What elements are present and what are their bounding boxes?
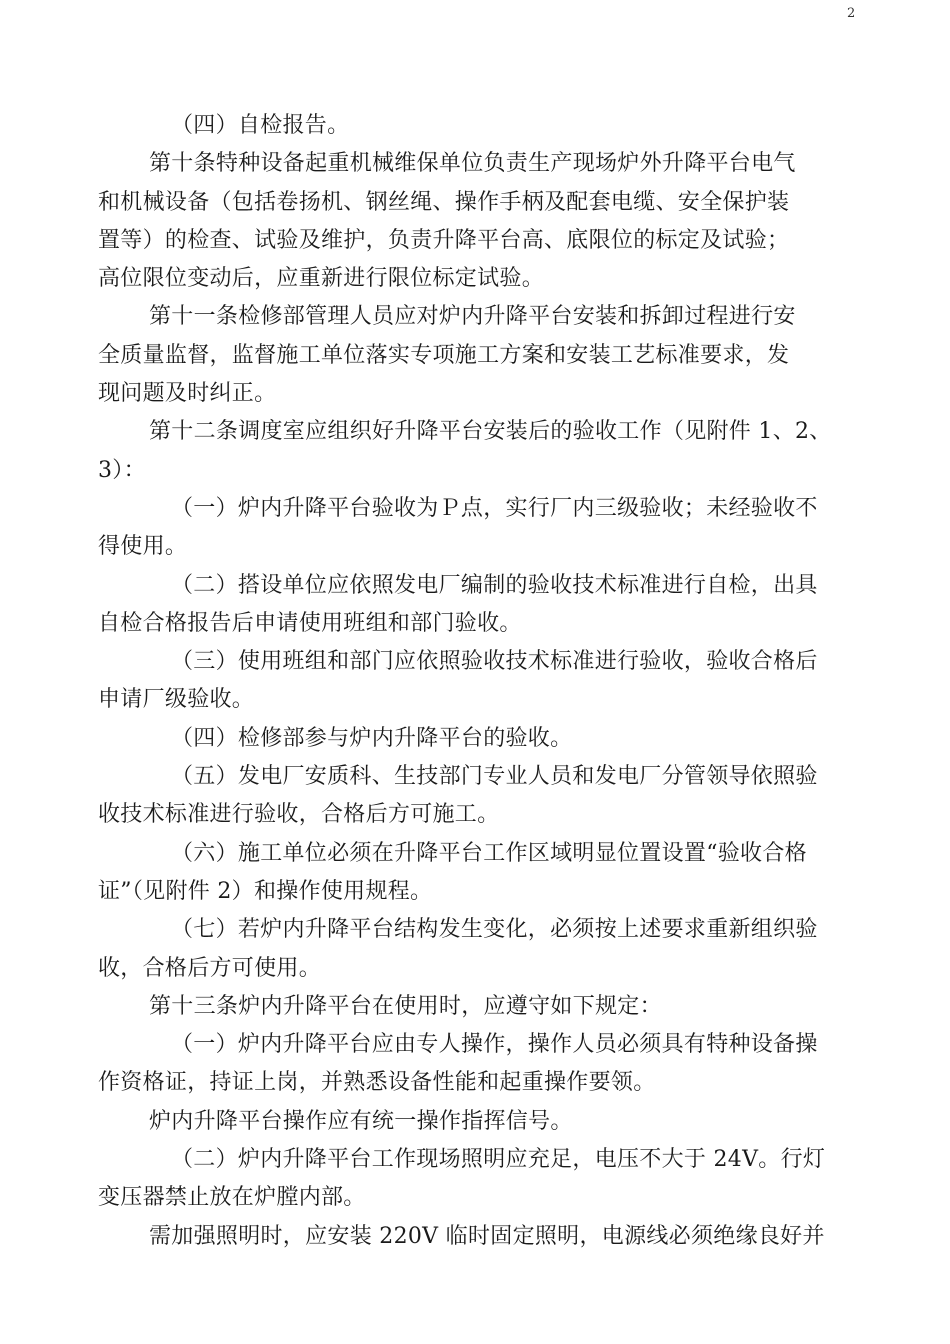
text-line: （四）自检报告。 — [171, 113, 350, 138]
text-line: 需加强照明时，应安装 220V 临时固定照明，电源线必须绝缘良好并 — [149, 1223, 825, 1249]
text-line: 第十条特种设备起重机械维保单位负责生产现场炉外升降平台电气 — [149, 151, 796, 177]
text-line: 第十一条检修部管理人员应对炉内升降平台安装和拆卸过程进行安 — [149, 304, 796, 330]
text-line: 全质量监督，监督施工单位落实专项施工方案和安装工艺标准要求，发 — [98, 342, 790, 368]
text-line: 作资格证，持证上岗，并熟悉设备性能和起重操作要领。 — [98, 1070, 656, 1096]
text-line: （二）搭设单位应依照发电厂编制的验收技术标准进行自检，出具 — [171, 572, 818, 598]
text-line: 现问题及时纠正。 — [98, 381, 277, 407]
text-line: 收，合格后方可使用。 — [98, 955, 322, 981]
text-line: （六）施工单位必须在升降平台工作区域明显位置设置“验收合格 — [171, 840, 807, 866]
text-line: 高位限位变动后，应重新进行限位标定试验。 — [98, 266, 545, 292]
text-line: （一）炉内升降平台验收为Ｐ点，实行厂内三级验收；未经验收不 — [171, 495, 818, 521]
text-line: 第十三条炉内升降平台在使用时，应遵守如下规定： — [149, 993, 662, 1019]
text-line: 置等）的检查、试验及维护，负责升降平台高、底限位的标定及试验； — [98, 227, 790, 253]
text-line: 申请厂级验收。 — [98, 687, 255, 713]
text-line: （四）检修部参与炉内升降平台的验收。 — [171, 725, 573, 751]
text-line: （二）炉内升降平台工作现场照明应充足，电压不大于 24V。行灯 — [171, 1147, 826, 1173]
page-number: 2 — [847, 6, 856, 21]
text-line: （一）炉内升降平台应由专人操作，操作人员必须具有特种设备操 — [171, 1032, 818, 1058]
text-line: （三）使用班组和部门应依照验收技术标准进行验收，验收合格后 — [171, 649, 818, 675]
text-line: 变压器禁止放在炉膛内部。 — [98, 1185, 366, 1211]
text-line: 自检合格报告后申请使用班组和部门验收。 — [98, 610, 522, 636]
text-line: 3）： — [98, 457, 146, 483]
document-body — [98, 107, 858, 1256]
text-line: 收技术标准进行验收，合格后方可施工。 — [98, 802, 500, 828]
text-line: 证”（见附件 2）和操作使用规程。 — [98, 878, 433, 904]
text-line: （七）若炉内升降平台结构发生变化，必须按上述要求重新组织验 — [171, 917, 818, 943]
text-line: 炉内升降平台操作应有统一操作指挥信号。 — [149, 1108, 573, 1134]
text-line: （五）发电厂安质科、生技部门专业人员和发电厂分管领导依照验 — [171, 764, 818, 790]
text-line: 第十二条调度室应组织好升降平台安装后的验收工作（见附件 1、2、 — [149, 419, 832, 445]
text-line: 得使用。 — [98, 534, 188, 560]
text-line: 和机械设备（包括卷扬机、钢丝绳、操作手柄及配套电缆、安全保护装 — [98, 189, 790, 215]
